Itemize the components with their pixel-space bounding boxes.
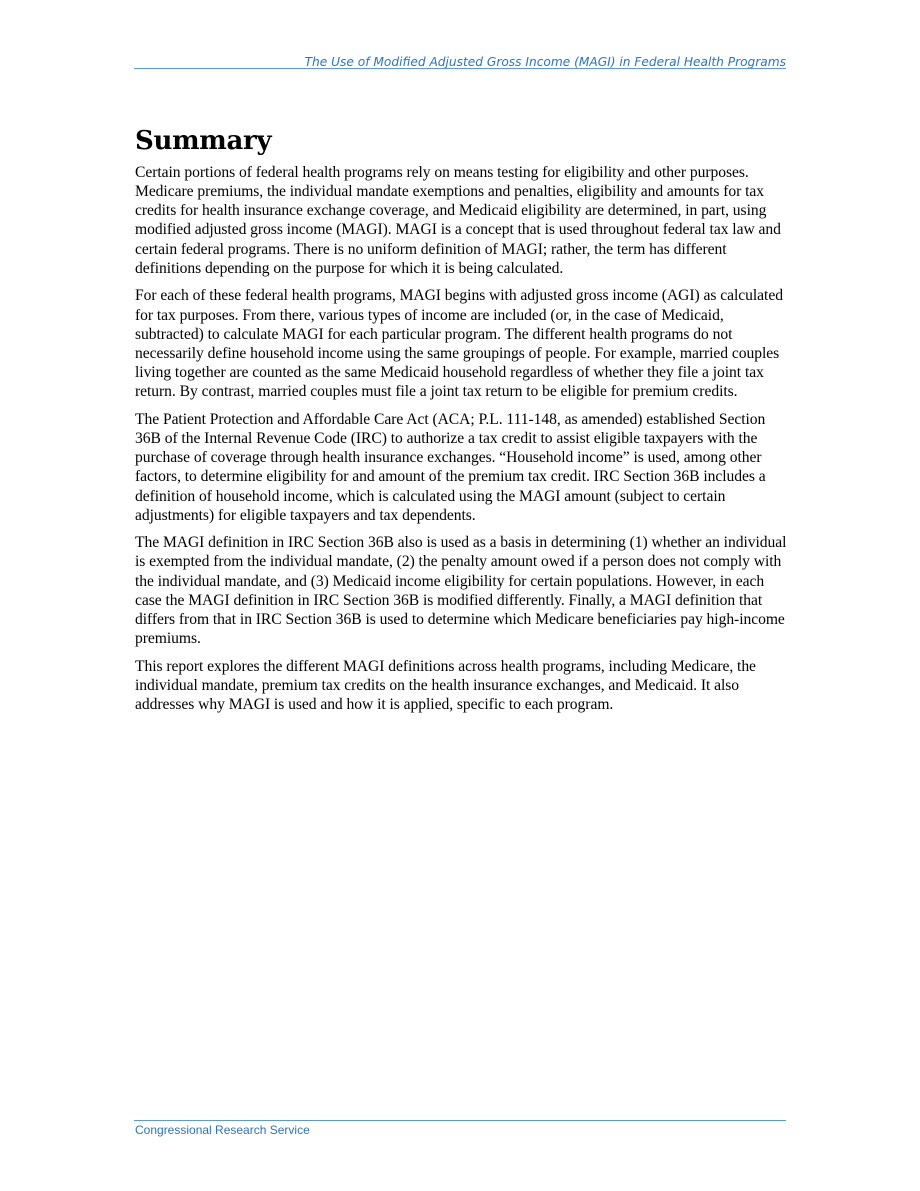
- summary-paragraph-3: The Patient Protection and Affordable Care Act (ACA; P.L. 111-148, as amended) established Section 36B of the Internal Revenue Code (IRC) to authorize a tax credit to assist eligible taxpayers with the purchase of coverage through health insurance exchanges. “Household income” is used, among other factors, to determine eligibility for and amount of the premium tax credit. IRC Section 36B includes a definition of household income, which is calculated using the MAGI amount (subject to certain adjustments) for eligible taxpayers and tax dependents.: [135, 410, 766, 524]
- summary-paragraph-5: This report explores the different MAGI definitions across health programs, including Medicare, the individual mandate, premium tax credits on the health insurance exchanges, and Medicaid. It also addresses why MAGI is used and how it is applied, specific to each program.: [135, 657, 756, 714]
- summary-paragraph-4: The MAGI definition in IRC Section 36B also is used as a basis in determining (1) whether an individual is exempted from the individual mandate, (2) the penalty amount owed if a person does not comply with the individual mandate, and (3) Medicaid income eligibility for certain populations. However, in each case the MAGI definition in IRC Section 36B is modified differently. Finally, a MAGI definition that differs from that in IRC Section 36B is used to determine which Medicare beneficiaries pay high-income premiums.: [135, 534, 787, 648]
- summary-section: [135, 124, 788, 723]
- footer-organization: Congressional Research Service: [135, 1123, 310, 1137]
- footer-divider: [134, 1120, 786, 1121]
- summary-paragraph-2: For each of these federal health programs, MAGI begins with adjusted gross income (AGI) as calculated for tax purposes. From there, various types of income are included (or, in the case of Medicaid, subtracted) to calculate MAGI for each particular program. The different health programs do not necessarily define household income using the same groupings of people. For example, married couples living together are counted as the same Medicaid household regardless of whether they file a joint tax return. By contrast, married couples must file a joint tax return to be eligible for premium credits.: [135, 287, 783, 401]
- summary-paragraph-1: Certain portions of federal health programs rely on means testing for eligibility and other purposes. Medicare premiums, the individual mandate exemptions and penalties, eligibility and amounts for tax credits for health insurance exchange coverage, and Medicaid eligibility are determined, in part, using modified adjusted gross income (MAGI). MAGI is a concept that is used throughout federal tax law and certain federal programs. There is no uniform definition of MAGI; rather, the term has different definitions depending on the purpose for which it is being calculated.: [135, 164, 781, 277]
- running-header-title: The Use of Modified Adjusted Gross Income (MAGI) in Federal Health Programs: [304, 55, 786, 69]
- section-title: Summary: [135, 126, 272, 156]
- header-divider: [134, 68, 786, 69]
